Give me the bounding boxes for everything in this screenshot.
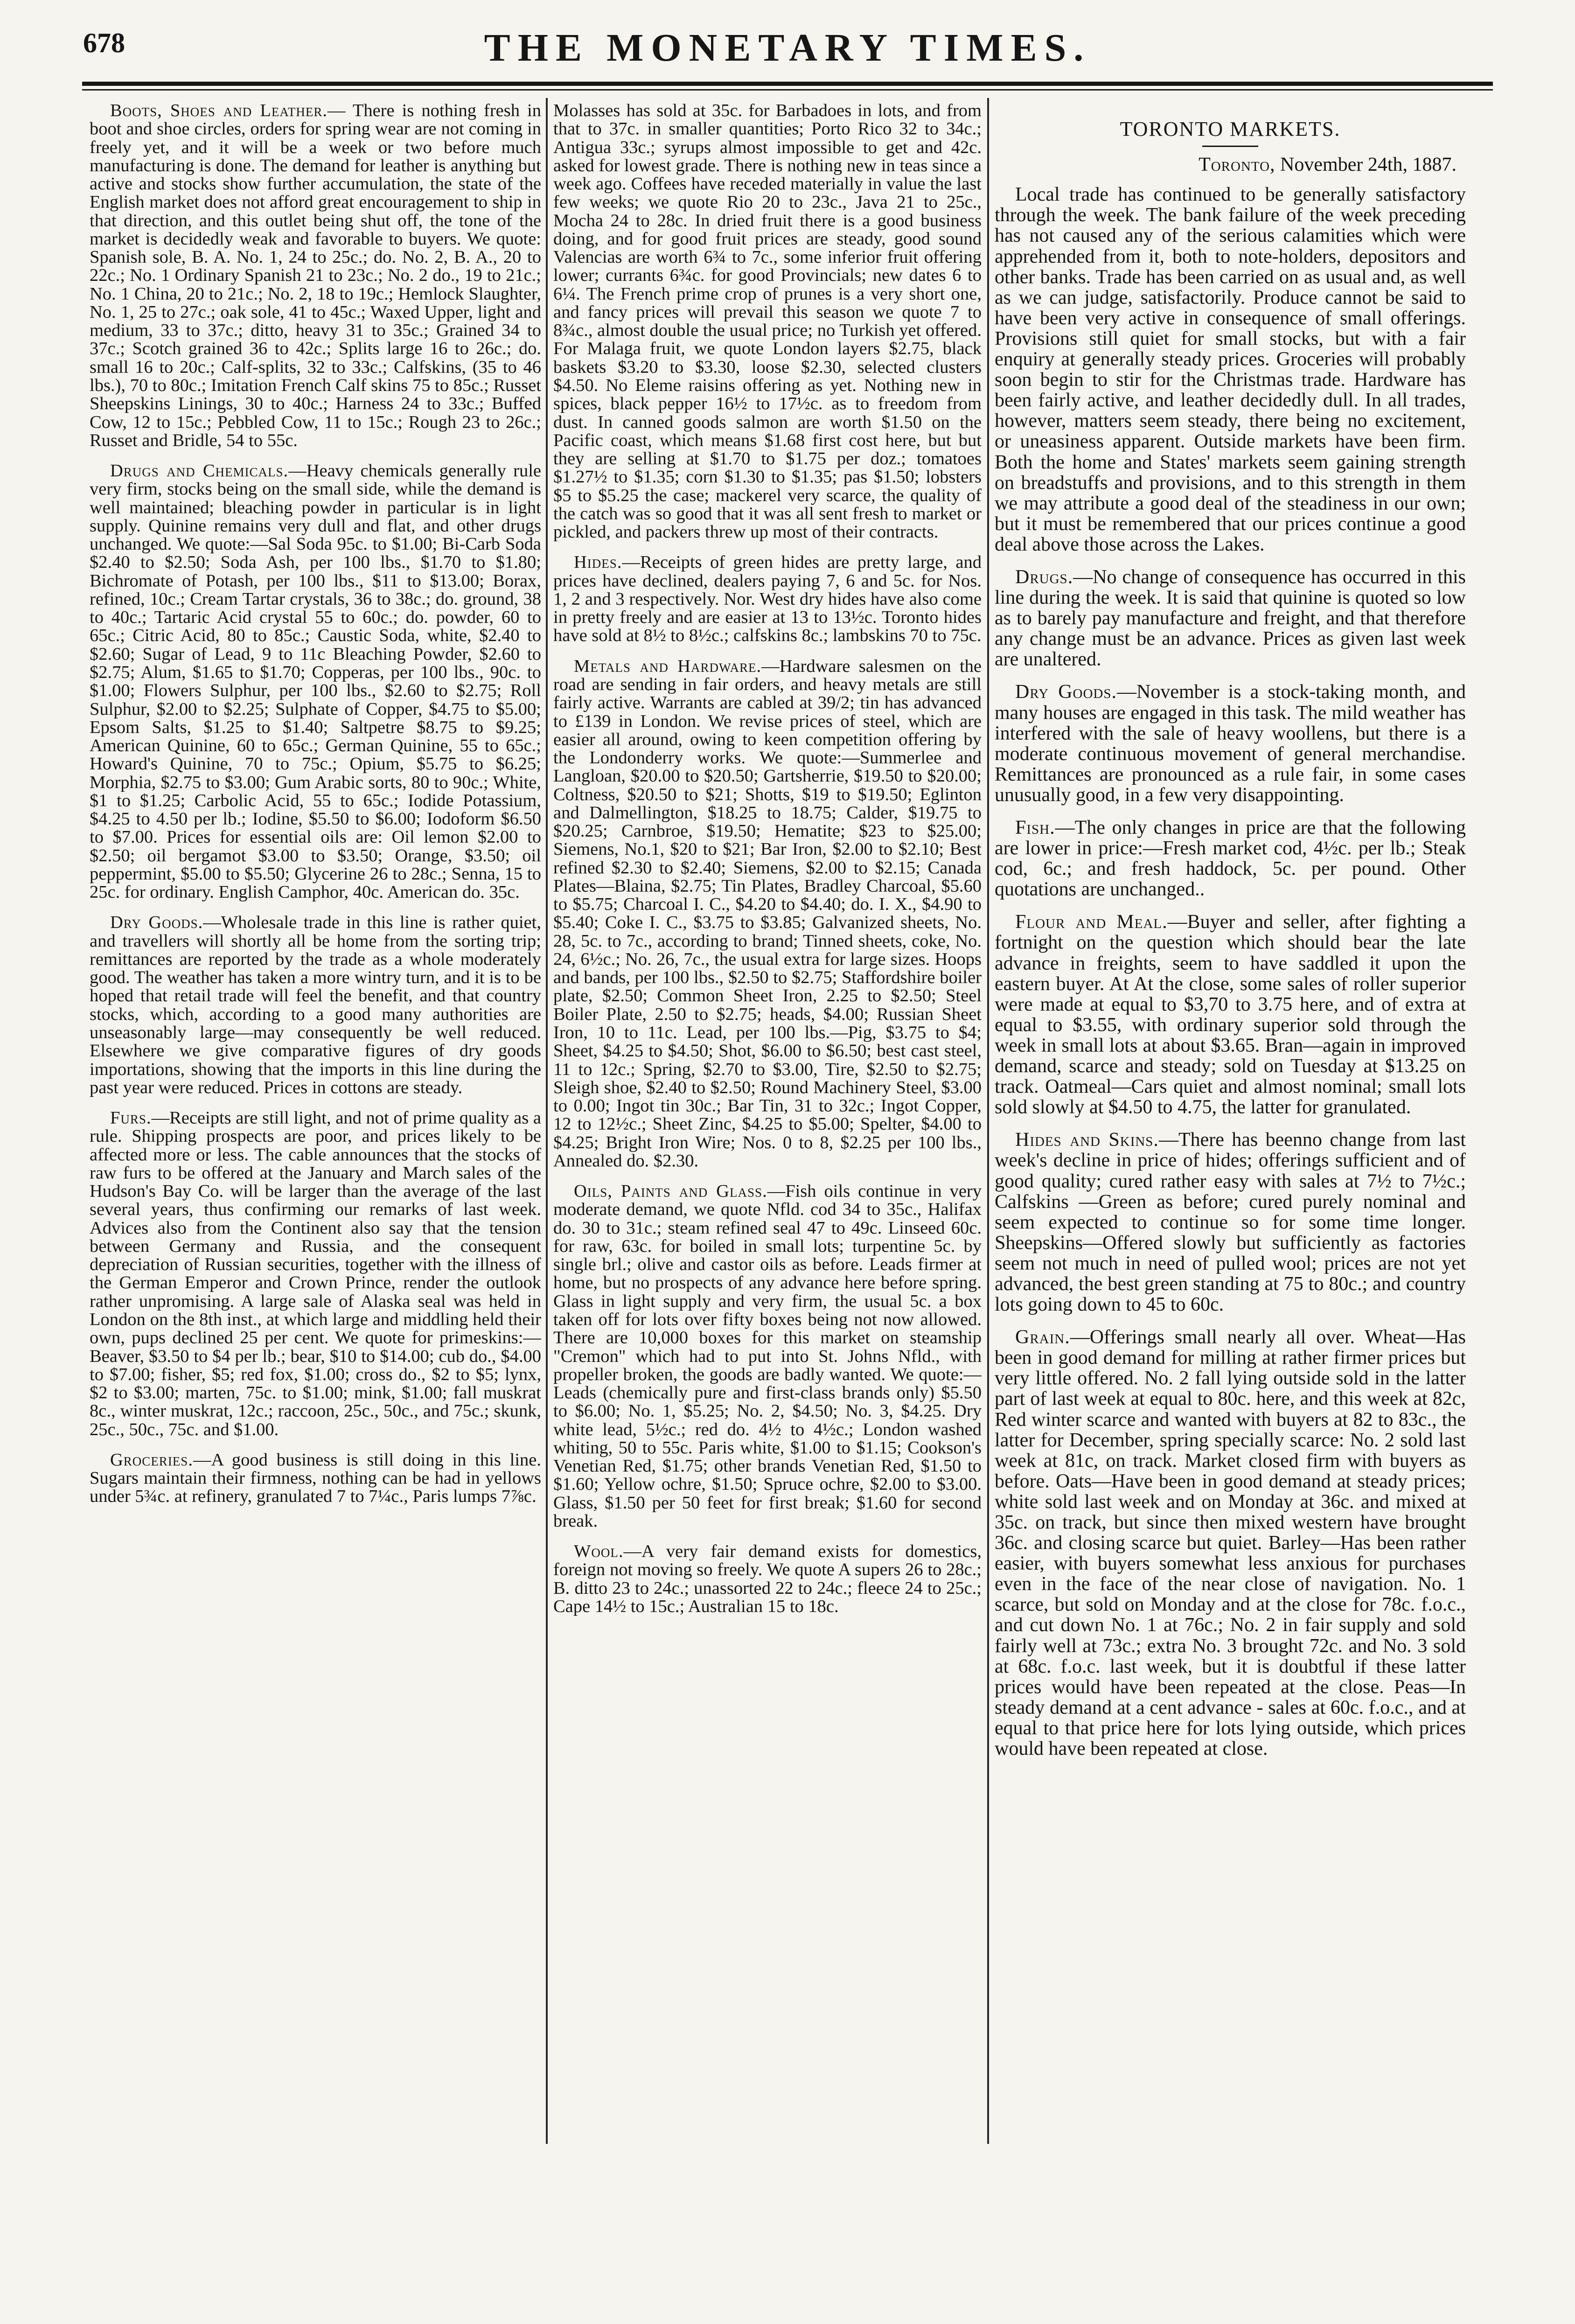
article-heading: Metals and Hardware. xyxy=(574,656,762,676)
article-body: —There has beenno change from last week's decline in price of hides; offerings sufficient and of good quality; cured rather easy with sales at 7½ to 7½c.; Calfskins —Green as before; cured purely nominal and seem expected to continue so for some time longer. Sheepskins—Offered slowly but sufficiently as factories seem not much in need of pulled wool; prices are not yet advanced, the best green standing at 75 to 80c.; and country lots going down to 45 to 60c. xyxy=(995,1129,1466,1316)
article-body: —Fish oils continue in very moderate demand, we quote Nfld. cod 34 to 35c., Halifax do. 30 to 31c.; steam refined seal 47 to 49c. Linseed 60c. for raw, 63c. for boiled in small lots; turpentine 5c. by single brl.; olive and castor oils as before. Leads firmer at home, but no prospects of any advance here before spring. Glass in light supply and very firm, the usual 5c. a box taken off for lots over fifty boxes being not now allowed. There are 10,000 boxes for this market on steamship "Cremon" which had to put into St. Johns Nfld., with propeller broken, the goods are badly wanted. We quote:—Leads (chemically pure and first-class brands only) $5.50 to $6.00; No. 1, $5.25; No. 2, $4.50; No. 3, $4.25. Dry white lead, 5½c.; red do. 4½ to 4½c.; London washed whiting, 50 to 55c. Paris white, $1.00 to $1.15; Cookson's Venetian Red, $1.75; other brands Venetian Red, $1.50 to $1.60; Yellow ochre, $1.50; Spruce ochre, $2.00 to $3.00. Glass, $1.50 per 50 feet for first break; $1.60 for second break. xyxy=(553,1181,982,1531)
section-title-toronto-markets: TORONTO MARKETS. xyxy=(1120,118,1341,140)
article-heading: Grain. xyxy=(1015,1326,1070,1348)
article-groceries xyxy=(90,1451,541,1506)
article-groceries-continued: Molasses has sold at 35c. for Barbadoes in lots, and from that to 37c. in smaller quantities; Porto Rico 32 to 34c.; Antigua 33c.; syrups almost impossible to get and 42c. asked for lowest grade. There is nothing new in teas since a week ago. Coffees have receded materially in value the last few weeks; we quote Rio 20 to 23c., Java 21 to 25c., Mocha 24 to 28c. In dried fruit there is a good business doing, and for good fruit prices are steady, good sound Valencias are worth 6¾ to 7c., some inferior fruit offering lower; currants 6¾c. for good Provincials; new dates 6 to 6¼. The French prime crop of prunes is a very short one, and fancy prices will prevail this season we quote 7 to 8¾c., almost double the usual price; no Turkish yet offered. For Malaga fruit, we quote London layers $2.75, black baskets $3.20 to $3.30, loose $2.30, selected clusters $4.50. No Eleme raisins offering as yet. Nothing new in spices, black pepper 16½ to 17½c. as to freedom from dust. In canned goods salmon are worth $1.50 on the Pacific coast, which means $1.68 first cost here, but but they are selling at $1.70 to $1.75 per doz.; tomatoes $1.27½ to $1.35; corn $1.30 to $1.35; pas $1.50; lobsters $5 to $5.25 the case; mackerel very scarce, the quality of the catch was so good that it was all sent fresh to market or pickled, and packers threw up most of their contracts. xyxy=(553,102,982,542)
article-body: —November is a stock-taking month, and many houses are engaged in this task. The mild weather has interfered with the sale of heavy woollens, but there is a moderate continuous movement of general merchandise. Remittances are pronounced as a rule fair, in some cases unusually good, in a few very disappointing. xyxy=(995,681,1466,806)
dateline xyxy=(995,154,1457,175)
article-metals-hardware xyxy=(553,657,982,1170)
article-heading: Groceries. xyxy=(110,1450,193,1470)
article-drugs-chemicals xyxy=(90,462,541,901)
article-wool xyxy=(553,1542,982,1616)
article-body: —Receipts of green hides are pretty large, and prices have declined, dealers paying 7, 6 and 5c. for Nos. 1, 2 and 3 respectively. Nor. West dry hides have also come in pretty freely and are easier at 13 to 13½c. Toronto hides have sold at 8½ to 8½c.; calfskins 8c.; lambskins 70 to 75c. xyxy=(553,552,982,646)
dateline-date: November 24th, 1887. xyxy=(1280,154,1457,176)
article-body: —The only changes in price are that the following are lower in price:—Fresh market cod, 4½c. per lb.; Steak cod, 6c.; and fresh haddock, 5c. per pound. Other quotations are unchanged.. xyxy=(995,817,1466,900)
article-hides xyxy=(553,553,982,645)
article-body: —A good business is still doing in this line. Sugars maintain their firmness, nothing can be had in yellows under 5¾c. at refinery, granulated 7 to 7¼c., Paris lumps 7⅞c. xyxy=(90,1450,541,1507)
article-dry-goods xyxy=(995,682,1466,805)
article-body: —Buyer and seller, after fighting a fortnight on the question which should bear the late advance in freights, seem to have saddled it upon the eastern buyer. At At the close, some sales of roller superior were made at equal to $3,70 to 3.75 here, and of extra at equal to $3.55, with ordinary superior sold through the week in small lots at about $3.65. Bran—again in improved demand, scarce and steady; sold on Tuesday at $13.25 on track. Oatmeal—Cars quiet and almost nominal; small lots sold slowly at $4.50 to 4.75, the latter for granulated. xyxy=(995,911,1466,1118)
article-heading: Dry Goods. xyxy=(110,913,203,933)
article-body: —Heavy chemicals generally rule very firm, stocks being on the small side, while the demand is well maintained; bleaching powder in particular is in light supply. Quinine remains very dull and flat, and other drugs unchanged. We quote:—Sal Soda 95c. to $1.00; Bi-Carb Soda $2.40 to $2.50; Soda Ash, per 100 lbs., $1.70 to $1.80; Bichromate of Potash, per 100 lbs., $11 to $13.00; Borax, refined, 10c.; Cream Tartar crystals, 36 to 38c.; do. ground, 38 to 40c.; Tartaric Acid crystal 55 to 60c.; do. powder, 60 to 65c.; Citric Acid, 80 to 85c.; Caustic Soda, white, $2.40 to $2.60; Sugar of Lead, 9 to 11c Bleaching Powder, $2.60 to $2.75; Alum, $1.65 to $1.70; Copperas, per 100 lbs., 90c. to $1.00; Flowers Sulphur, per 100 lbs., $2.60 to $2.75; Roll Sulphur, $2.00 to $2.25; Sulphate of Copper, $4.75 to $5.00; Epsom Salts, $1.25 to $1.40; Saltpetre $8.75 to $9.25; American Quinine, 60 to 65c.; German Quinine, 55 to 65c.; Howard's Quinine, 70 to 75c.; Opium, $5.75 to $6.25; Morphia, $2.75 to $3.00; Gum Arabic sorts, 80 to 90c.; White, $1 to $1.25; Carbolic Acid, 55 to 65c.; Iodide Potassium, $4.25 to 4.50 per lb.; Iodine, $5.50 to $6.00; Iodoform $6.50 to $7.00. Prices for essential oils are: Oil lemon $2.00 to $2.50; oil bergamot $3.00 to $3.50; Orange, $3.50; oil peppermint, $5.00 to $5.50; Glycerine 26 to 28c.; Senna, 15 to 25c. for ordinary. English Camphor, 40c. American do. 35c. xyxy=(90,461,541,902)
page-number: 678 xyxy=(83,28,125,58)
article-dry-goods xyxy=(90,914,541,1097)
column-divider-2 xyxy=(987,98,989,2144)
article-drugs xyxy=(995,567,1466,670)
article-heading: Drugs and Chemicals. xyxy=(110,461,289,481)
article-boots-shoes-leather xyxy=(90,102,541,450)
article-body: —Wholesale trade in this line is rather quiet, and travellers will shortly all be home from the sorting trip; remittances are reported by the trade as a whole moderately good. The weather has taken a more wintry turn, and it is to be hoped that retail trade will feel the benefit, and that country stocks, which, according to a good many authorities are unseasonably large—may consequently be well reduced. Elsewhere we give comparative figures of dry goods importations, showing that the imports in this line during the past year were reduced. Prices in cottons are steady. xyxy=(90,913,541,1097)
article-body: —Offerings small nearly all over. Wheat—Has been in good demand for milling at rather firmer prices but very little offered. No. 2 fall lying outside sold in the latter part of last week at equal to 80c. here, and this week at 82c, Red winter scarce and wanted with buyers at 82 to 83c., the latter for December, spring specially scarce: No. 2 sold last week at 81c, on track. Market closed firm with buyers as before. Oats—Have been in good demand at steady prices; white sold last week and on Monday at 36c. and mixed at 35c. on track, but since then mixed western have brought 36c. and closing scarce but quiet. Barley—Has been rather easier, with buyers somewhat less anxious for purchases even in the face of the near close of navigation. No. 1 scarce, but sold on Monday and at the close for 78c. f.o.c., and cut down No. 1 at 76c.; No. 2 in fair supply and sold fairly well at 73c.; extra No. 3 brought 72c. and No. 3 sold at 68c. f.o.c. last week, but it is doubtful if these latter prices would have been repeated at the close. Peas—In steady demand at a cent advance - sales at 60c. f.o.c., and at equal to that price here for lots lying outside, which prices would have been repeated at close. xyxy=(995,1326,1466,1760)
article-heading: Fish. xyxy=(1015,817,1055,838)
article-heading: Hides. xyxy=(574,552,622,572)
article-hides-skins xyxy=(995,1130,1466,1315)
article-body: —No change of consequence has occurred in this line during the week. It is said that quinine is quoted so low as to barely pay manufacture and freight, and that therefore any change must be an advance. Prices as given last week are unaltered. xyxy=(995,566,1466,670)
article-body: —Receipts are still light, and not of prime quality as a rule. Shipping prospects are poor, and prices likely to be affected more or less. The cable announces that the stocks of raw furs to be offered at the January and March sales of the Hudson's Bay Co. will be larger than the average of the last several years, thus confirming our remarks of last week. Advices also from the Continent also say that the tension between Germany and Russia, and the consequent depreciation of Russian securities, together with the illness of the German Emperor and Crown Prince, render the outlook rather unpromising. A large sale of Alaska seal was held in London on the 8th inst., at which large and middling held their own, pups declined 25 per cent. We quote for primeskins:—Beaver, $3.50 to $4 per lb.; bear, $10 to $14.00; cub do., $4.00 to $7.00; fisher, $5; red fox, $1.00; cross do., $2 to $5; lynx, $2 to $3.00; marten, 75c. to $1.00; mink, $1.00; fall muskrat 8c., winter muskrat, 12c.; raccoon, 25c., 50c., and 75c.; skunk, 25c., 50c., 75c. and $1.00. xyxy=(90,1108,541,1439)
article-heading: Oils, Paints and Glass. xyxy=(574,1181,767,1201)
article-heading: Flour and Meal. xyxy=(1015,911,1168,933)
column-2 xyxy=(553,102,982,2145)
article-fish xyxy=(995,817,1466,900)
article-body: —A very fair demand exists for domestics, foreign not moving so freely. We quote A supers 26 to 28c.; B. ditto 23 to 24c.; unassorted 22 to 24c.; fleece 24 to 25c.; Cape 14½ to 15c.; Australian 15 to 18c. xyxy=(553,1542,982,1616)
article-body: — There is nothing fresh in boot and shoe circles, orders for spring wear are not coming in freely yet, and it will be a week or two before much manufacturing is done. The demand for leather is anything but active and stocks show further accumulation, the state of the English market does not afford great encouragement to ship in that direction, and this outlet being shut off, the tone of the market is decidedly weak and favorable to buyers. We quote: Spanish sole, B. A. No. 1, 24 to 25c.; do. No. 2, B. A., 20 to 22c.; No. 1 Ordinary Spanish 21 to 23c.; No. 2 do., 19 to 21c.; No. 1 China, 20 to 21c.; No. 2, 18 to 19c.; Hemlock Slaughter, No. 1, 25 to 27c.; oak sole, 41 to 45c.; Waxed Upper, light and medium, 33 to 37c.; ditto, heavy 31 to 35c.; Grained 34 to 37c.; Scotch grained 36 to 42c.; Splits large 16 to 26c.; do. small 16 to 20c.; Calf-splits, 32 to 33c.; Calfskins, (35 to 46 lbs.), 70 to 80c.; Imitation French Calf skins 75 to 85c.; Russet Sheepskins Linings, 30 to 40c.; Harness 24 to 33c.; Buffed Cow, 12 to 15c.; Pebbled Cow, 11 to 15c.; Rough 23 to 26c.; Russet and Bridle, 54 to 55c. xyxy=(90,102,541,450)
masthead-rule-thin xyxy=(82,89,1493,91)
article-furs xyxy=(90,1109,541,1439)
masthead-rule-thick xyxy=(82,82,1493,86)
article-heading: Hides and Skins. xyxy=(1015,1129,1159,1151)
article-heading: Dry Goods. xyxy=(1015,681,1117,703)
article-oils-paints-glass xyxy=(553,1182,982,1530)
article-heading: Drugs. xyxy=(1015,566,1073,588)
article-flour-meal xyxy=(995,912,1466,1117)
article-heading: Wool. xyxy=(574,1542,624,1562)
article-body: —Hardware salesmen on the road are sending in fair orders, and heavy metals are still fairly active. Warrants are cabled at 39/2; tin has advanced to £139 in London. We revise prices of steel, which are easier all around, owing to keen competition offering by the Londonderry works. We quote:—Summerlee and Langloan, $20.00 to $20.50; Gartsherrie, $19.50 to $20.00; Coltness, $20.50 to $21; Shotts, $19 to $19.50; Eglinton and Dalmellington, $18.25 to 18.75; Calder, $19.75 to $20.25; Carnbroe, $19.50; Hematite; $23 to $25.00; Siemens, No.1, $20 to $21; Bar Iron, $2.00 to $2.10; Best refined $2.30 to $2.40; Siemens, $2.00 to $2.15; Canada Plates—Blaina, $2.75; Tin Plates, Bradley Charcoal, $5.60 to $5.75; Charcoal I. C., $4.20 to $4.40; do. I. X., $4.90 to $5.40; Coke I. C., $3.75 to $3.85; Galvanized sheets, No. 28, 5c. to 7c., according to brand; Tinned sheets, coke, No. 24, 6½c.; No. 26, 7c., the usual extra for large sizes. Hoops and bands, per 100 lbs., $2.50 to $2.75; Staffordshire boiler plate, $2.50; Common Sheet Iron, 2.25 to $2.50; Steel Boiler Plate, 2.50 to $2.75; heads, $4.00; Russian Sheet Iron, 10 to 11c. Lead, per 100 lbs.—Pig, $3.75 to $4; Sheet, $4.25 to $4.50; Shot, $6.00 to $6.50; best cast steel, 11 to 12c.; Spring, $2.70 to $3.00, Tire, $2.50 to $2.75; Sleigh shoe, $2.40 to $2.50; Round Machinery Steel, $3.00 to 0.00; Ingot tin 30c.; Bar Tin, 31 to 32c.; Ingot Copper, 12 to 12½c.; Sheet Zinc, $4.25 to $5.00; Spelter, $4.00 to $4.25; Bright Iron Wire; Nos. 0 to 8, $2.25 per 100 lbs., Annealed do. $2.30. xyxy=(553,656,982,1171)
article-intro: Local trade has continued to be generally satisfactory through the week. The bank failure of the week preceding has not caused any of the serious calamities which were apprehended from it, both to note-holders, depositors and other banks. Trade has been carried on as usual and, as well as we can judge, satisfactorily. Produce cannot be said to have been very active in consequence of small offerings. Provisions still quiet for small stocks, but with a fair enquiry at generally steady prices. Groceries will probably soon begin to stir for the Christmas trade. Hardware has been fairly active, and leather decidedly dull. In all trades, however, matters seem steady, there being no excitement, or uneasiness apparent. Outside markets have been firm. Both the home and States' markets seem gaining strength on breadstuffs and provisions, and to this strength in them we may attribute a good deal of the steadiness in our own; but it must be remembered that our prices continue a good deal above those across the Lakes. xyxy=(995,184,1466,555)
column-1 xyxy=(90,102,541,2145)
article-heading: Boots, Shoes and Leather. xyxy=(110,102,328,120)
masthead-title: THE MONETARY TIMES. xyxy=(484,26,1091,70)
section-title-rule xyxy=(1202,146,1258,147)
column-3 xyxy=(995,102,1466,2145)
article-grain xyxy=(995,1327,1466,1759)
column-divider-1 xyxy=(546,98,548,2144)
dateline-place: Toronto, xyxy=(1199,154,1275,176)
article-heading: Furs. xyxy=(110,1108,152,1128)
